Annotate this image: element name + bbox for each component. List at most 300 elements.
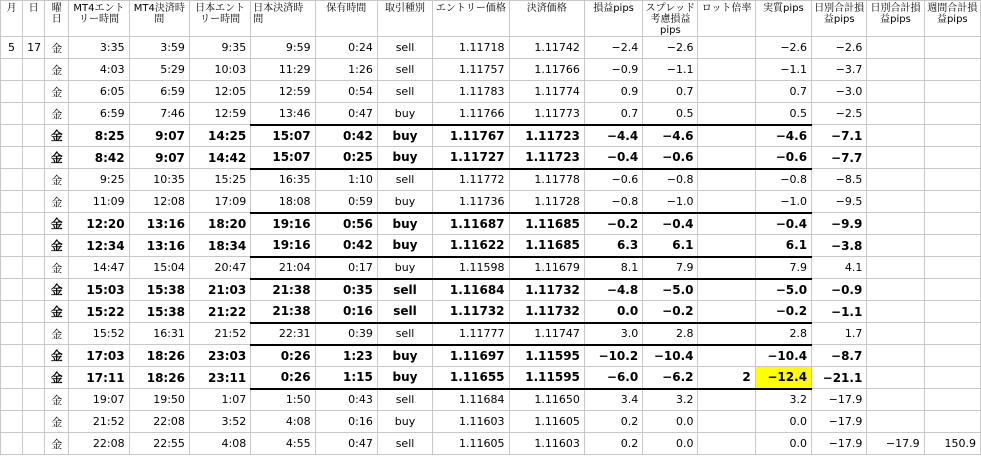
table-cell[interactable]: 150.9: [924, 433, 980, 455]
table-cell[interactable]: buy: [377, 125, 432, 147]
table-cell[interactable]: 0.5: [755, 103, 811, 125]
table-cell[interactable]: 1:07: [189, 389, 250, 411]
table-cell[interactable]: 3.2: [755, 389, 811, 411]
table-cell[interactable]: 9:25: [69, 169, 129, 191]
table-cell[interactable]: [23, 301, 45, 323]
table-cell[interactable]: [867, 235, 924, 257]
table-cell[interactable]: sell: [377, 301, 432, 323]
table-cell[interactable]: [924, 81, 980, 103]
table-cell[interactable]: 10:35: [129, 169, 189, 191]
table-cell[interactable]: [1, 367, 23, 389]
table-cell[interactable]: [698, 411, 755, 433]
col-header-entry-price[interactable]: エントリー価格: [433, 1, 509, 37]
table-cell[interactable]: 0.7: [755, 81, 811, 103]
table-cell[interactable]: −5.0: [755, 279, 811, 301]
table-cell[interactable]: 7:46: [129, 103, 189, 125]
table-cell[interactable]: buy: [377, 257, 432, 279]
table-cell[interactable]: [867, 323, 924, 345]
table-cell[interactable]: 1:26: [315, 59, 377, 81]
table-cell[interactable]: 0:16: [315, 411, 377, 433]
table-cell[interactable]: 1:23: [315, 345, 377, 367]
table-cell[interactable]: 1:15: [315, 367, 377, 389]
table-cell[interactable]: 23:03: [189, 345, 250, 367]
table-cell[interactable]: [924, 37, 980, 59]
table-cell[interactable]: −10.4: [643, 345, 698, 367]
table-cell[interactable]: [23, 125, 45, 147]
table-cell[interactable]: [867, 169, 924, 191]
table-cell[interactable]: 1.11603: [509, 433, 584, 455]
table-cell[interactable]: −21.1: [812, 367, 867, 389]
table-cell[interactable]: 0.0: [643, 433, 698, 455]
table-cell[interactable]: buy: [377, 191, 432, 213]
table-cell[interactable]: −4.6: [755, 125, 811, 147]
table-cell[interactable]: 金: [45, 235, 69, 257]
table-cell[interactable]: [23, 411, 45, 433]
table-cell[interactable]: [867, 301, 924, 323]
table-cell[interactable]: 9:07: [129, 147, 189, 169]
table-cell[interactable]: −0.6: [584, 169, 642, 191]
table-cell[interactable]: sell: [377, 81, 432, 103]
col-header-lot-multiplier[interactable]: ロット倍率: [698, 1, 755, 37]
table-cell[interactable]: −2.5: [812, 103, 867, 125]
table-cell[interactable]: 3:59: [129, 37, 189, 59]
table-cell[interactable]: [867, 191, 924, 213]
table-cell[interactable]: [1, 213, 23, 235]
table-cell[interactable]: 22:31: [251, 323, 315, 345]
table-cell[interactable]: 0:56: [315, 213, 377, 235]
table-cell[interactable]: 3.0: [584, 323, 642, 345]
table-cell[interactable]: [23, 367, 45, 389]
table-cell[interactable]: buy: [377, 213, 432, 235]
table-cell[interactable]: −12.4: [755, 367, 811, 389]
table-cell[interactable]: 1.11783: [433, 81, 509, 103]
table-cell[interactable]: 8.1: [584, 257, 642, 279]
table-cell[interactable]: 0.2: [584, 411, 642, 433]
table-cell[interactable]: 12:59: [189, 103, 250, 125]
table-cell[interactable]: [698, 257, 755, 279]
table-cell[interactable]: −1.0: [755, 191, 811, 213]
table-cell[interactable]: [867, 345, 924, 367]
table-cell[interactable]: 金: [45, 213, 69, 235]
table-cell[interactable]: 3.4: [584, 389, 642, 411]
table-cell[interactable]: [924, 323, 980, 345]
table-cell[interactable]: [924, 213, 980, 235]
table-cell[interactable]: 7.9: [643, 257, 698, 279]
table-cell[interactable]: 17:03: [69, 345, 129, 367]
col-header-weekly-total-pips[interactable]: 週間合計損益pips: [924, 1, 980, 37]
table-cell[interactable]: 6:59: [129, 81, 189, 103]
table-cell[interactable]: 15:38: [129, 301, 189, 323]
table-cell[interactable]: [698, 433, 755, 455]
col-header-trade-type[interactable]: 取引種別: [377, 1, 432, 37]
table-cell[interactable]: −4.4: [584, 125, 642, 147]
table-cell[interactable]: 17:09: [189, 191, 250, 213]
table-cell[interactable]: 4:03: [69, 59, 129, 81]
table-cell[interactable]: 0:47: [315, 103, 377, 125]
table-cell[interactable]: 1.11732: [509, 301, 584, 323]
table-cell[interactable]: −0.4: [584, 147, 642, 169]
table-cell[interactable]: −0.8: [643, 169, 698, 191]
table-cell[interactable]: [924, 257, 980, 279]
table-cell[interactable]: 6.1: [643, 235, 698, 257]
table-cell[interactable]: 18:26: [129, 345, 189, 367]
table-cell[interactable]: [924, 301, 980, 323]
table-cell[interactable]: 0.5: [643, 103, 698, 125]
table-cell[interactable]: [867, 103, 924, 125]
table-cell[interactable]: [1, 323, 23, 345]
table-cell[interactable]: 13:46: [251, 103, 315, 125]
table-cell[interactable]: 15:25: [189, 169, 250, 191]
table-cell[interactable]: −9.9: [812, 213, 867, 235]
table-cell[interactable]: 10:03: [189, 59, 250, 81]
table-cell[interactable]: 15:07: [251, 147, 315, 169]
table-cell[interactable]: 5: [1, 37, 23, 59]
table-cell[interactable]: 0:59: [315, 191, 377, 213]
table-cell[interactable]: 0.7: [643, 81, 698, 103]
table-cell[interactable]: 1.11777: [433, 323, 509, 345]
table-cell[interactable]: 金: [45, 367, 69, 389]
col-header-jp-entry-time[interactable]: 日本エントリー時間: [189, 1, 250, 37]
table-cell[interactable]: 0:16: [315, 301, 377, 323]
table-cell[interactable]: 11:09: [69, 191, 129, 213]
col-header-holding-time[interactable]: 保有時間: [315, 1, 377, 37]
table-cell[interactable]: 金: [45, 169, 69, 191]
table-cell[interactable]: −6.2: [643, 367, 698, 389]
table-cell[interactable]: 12:59: [251, 81, 315, 103]
table-cell[interactable]: 14:47: [69, 257, 129, 279]
col-header-exit-price[interactable]: 決済価格: [509, 1, 584, 37]
table-cell[interactable]: [924, 125, 980, 147]
table-cell[interactable]: −9.5: [812, 191, 867, 213]
table-cell[interactable]: 21:52: [189, 323, 250, 345]
table-cell[interactable]: [23, 81, 45, 103]
table-cell[interactable]: [698, 103, 755, 125]
table-cell[interactable]: −0.8: [755, 169, 811, 191]
table-cell[interactable]: [23, 103, 45, 125]
table-cell[interactable]: 0.0: [755, 411, 811, 433]
table-cell[interactable]: 1.11685: [509, 213, 584, 235]
table-cell[interactable]: buy: [377, 411, 432, 433]
table-cell[interactable]: 21:03: [189, 279, 250, 301]
table-cell[interactable]: [924, 103, 980, 125]
table-cell[interactable]: 0:47: [315, 433, 377, 455]
table-cell[interactable]: [1, 411, 23, 433]
table-cell[interactable]: 6.3: [584, 235, 642, 257]
table-cell[interactable]: [1, 81, 23, 103]
table-cell[interactable]: 1.11742: [509, 37, 584, 59]
table-cell[interactable]: 22:55: [129, 433, 189, 455]
table-cell[interactable]: 18:20: [189, 213, 250, 235]
table-cell[interactable]: 1.11598: [433, 257, 509, 279]
table-cell[interactable]: −0.2: [643, 301, 698, 323]
table-cell[interactable]: −0.4: [643, 213, 698, 235]
table-cell[interactable]: 12:34: [69, 235, 129, 257]
table-cell[interactable]: −2.6: [755, 37, 811, 59]
table-cell[interactable]: [698, 323, 755, 345]
table-cell[interactable]: 1.11773: [509, 103, 584, 125]
table-cell[interactable]: 11:29: [251, 59, 315, 81]
table-cell[interactable]: [1, 345, 23, 367]
table-cell[interactable]: 1.11778: [509, 169, 584, 191]
table-cell[interactable]: [924, 411, 980, 433]
col-header-weekday[interactable]: 曜日: [45, 1, 69, 37]
table-cell[interactable]: [23, 59, 45, 81]
table-cell[interactable]: [1, 169, 23, 191]
table-cell[interactable]: 16:31: [129, 323, 189, 345]
table-cell[interactable]: 1.11747: [509, 323, 584, 345]
table-cell[interactable]: [698, 147, 755, 169]
table-cell[interactable]: 1.11605: [509, 411, 584, 433]
col-header-spread-adjusted-pips[interactable]: スプレッド考慮損益pips: [643, 1, 698, 37]
table-cell[interactable]: 1.11603: [433, 411, 509, 433]
table-cell[interactable]: 0.9: [584, 81, 642, 103]
table-cell[interactable]: 4:55: [251, 433, 315, 455]
table-cell[interactable]: [698, 125, 755, 147]
table-cell[interactable]: [867, 411, 924, 433]
table-cell[interactable]: 3:52: [189, 411, 250, 433]
table-cell[interactable]: sell: [377, 59, 432, 81]
table-cell[interactable]: [23, 345, 45, 367]
table-cell[interactable]: 1.11595: [509, 367, 584, 389]
table-cell[interactable]: 17: [23, 37, 45, 59]
table-cell[interactable]: 1.11732: [509, 279, 584, 301]
table-cell[interactable]: 21:52: [69, 411, 129, 433]
table-cell[interactable]: [23, 257, 45, 279]
table-cell[interactable]: 0.2: [584, 433, 642, 455]
table-cell[interactable]: [1, 433, 23, 455]
table-cell[interactable]: 0:25: [315, 147, 377, 169]
table-cell[interactable]: 0:26: [251, 345, 315, 367]
table-cell[interactable]: [924, 147, 980, 169]
table-cell[interactable]: buy: [377, 147, 432, 169]
table-cell[interactable]: 金: [45, 411, 69, 433]
table-cell[interactable]: 12:05: [189, 81, 250, 103]
table-cell[interactable]: −8.5: [812, 169, 867, 191]
table-cell[interactable]: 19:07: [69, 389, 129, 411]
table-cell[interactable]: sell: [377, 323, 432, 345]
table-cell[interactable]: buy: [377, 367, 432, 389]
col-header-mt4-entry-time[interactable]: MT4エントリー時間: [69, 1, 129, 37]
table-cell[interactable]: 12:20: [69, 213, 129, 235]
table-cell[interactable]: 12:08: [129, 191, 189, 213]
table-cell[interactable]: [924, 235, 980, 257]
table-cell[interactable]: −0.9: [812, 279, 867, 301]
table-cell[interactable]: −1.0: [643, 191, 698, 213]
table-cell[interactable]: −1.1: [755, 59, 811, 81]
table-cell[interactable]: −4.8: [584, 279, 642, 301]
table-cell[interactable]: 9:59: [251, 37, 315, 59]
table-cell[interactable]: 0.0: [584, 301, 642, 323]
table-cell[interactable]: 0:42: [315, 125, 377, 147]
col-header-daily-cumulative-pips[interactable]: 日別合計損益pips: [812, 1, 867, 37]
table-cell[interactable]: 0.0: [755, 433, 811, 455]
table-cell[interactable]: 19:16: [251, 235, 315, 257]
table-cell[interactable]: 1.11622: [433, 235, 509, 257]
table-cell[interactable]: [867, 81, 924, 103]
col-header-pl-pips[interactable]: 損益pips: [584, 1, 642, 37]
table-cell[interactable]: [1, 279, 23, 301]
table-cell[interactable]: −0.4: [755, 213, 811, 235]
table-cell[interactable]: [924, 279, 980, 301]
table-cell[interactable]: 金: [45, 81, 69, 103]
table-cell[interactable]: 6:05: [69, 81, 129, 103]
table-cell[interactable]: −0.8: [584, 191, 642, 213]
table-cell[interactable]: −7.1: [812, 125, 867, 147]
table-cell[interactable]: sell: [377, 433, 432, 455]
table-cell[interactable]: [867, 213, 924, 235]
table-cell[interactable]: −5.0: [643, 279, 698, 301]
table-cell[interactable]: 金: [45, 301, 69, 323]
table-cell[interactable]: 2.8: [755, 323, 811, 345]
table-cell[interactable]: [23, 191, 45, 213]
table-cell[interactable]: 金: [45, 37, 69, 59]
table-cell[interactable]: [698, 169, 755, 191]
table-cell[interactable]: 0:17: [315, 257, 377, 279]
table-cell[interactable]: [924, 367, 980, 389]
table-cell[interactable]: 1:50: [251, 389, 315, 411]
table-cell[interactable]: −8.7: [812, 345, 867, 367]
table-cell[interactable]: 18:26: [129, 367, 189, 389]
table-cell[interactable]: 23:11: [189, 367, 250, 389]
table-cell[interactable]: sell: [377, 169, 432, 191]
table-cell[interactable]: 4:08: [189, 433, 250, 455]
table-cell[interactable]: 13:16: [129, 213, 189, 235]
col-header-month[interactable]: 月: [1, 1, 23, 37]
table-cell[interactable]: 1.11723: [509, 147, 584, 169]
col-header-jp-exit-time[interactable]: 日本決済時間: [251, 1, 315, 37]
table-cell[interactable]: [867, 367, 924, 389]
table-cell[interactable]: [698, 345, 755, 367]
table-cell[interactable]: −17.9: [812, 411, 867, 433]
table-cell[interactable]: 1.11684: [433, 279, 509, 301]
table-cell[interactable]: −0.6: [755, 147, 811, 169]
table-cell[interactable]: 17:11: [69, 367, 129, 389]
table-cell[interactable]: [1, 125, 23, 147]
table-cell[interactable]: 1.11757: [433, 59, 509, 81]
table-cell[interactable]: 22:08: [129, 411, 189, 433]
table-cell[interactable]: [698, 59, 755, 81]
table-cell[interactable]: 8:42: [69, 147, 129, 169]
table-cell[interactable]: [698, 279, 755, 301]
table-cell[interactable]: 金: [45, 389, 69, 411]
table-cell[interactable]: −3.8: [812, 235, 867, 257]
table-cell[interactable]: 0:26: [251, 367, 315, 389]
table-cell[interactable]: 1.11767: [433, 125, 509, 147]
table-cell[interactable]: −10.2: [584, 345, 642, 367]
table-cell[interactable]: [698, 213, 755, 235]
table-cell[interactable]: 0.7: [584, 103, 642, 125]
table-cell[interactable]: −1.1: [812, 301, 867, 323]
table-cell[interactable]: 2: [698, 367, 755, 389]
table-cell[interactable]: −10.4: [755, 345, 811, 367]
table-cell[interactable]: [23, 213, 45, 235]
table-cell[interactable]: 1.11766: [433, 103, 509, 125]
table-cell[interactable]: [867, 37, 924, 59]
table-cell[interactable]: [23, 279, 45, 301]
table-cell[interactable]: 1.11727: [433, 147, 509, 169]
table-cell[interactable]: 金: [45, 191, 69, 213]
table-cell[interactable]: 14:42: [189, 147, 250, 169]
table-cell[interactable]: 15:07: [251, 125, 315, 147]
table-cell[interactable]: [23, 433, 45, 455]
table-cell[interactable]: 1.11687: [433, 213, 509, 235]
table-cell[interactable]: [1, 103, 23, 125]
table-cell[interactable]: [23, 389, 45, 411]
table-cell[interactable]: −0.2: [755, 301, 811, 323]
table-cell[interactable]: 21:22: [189, 301, 250, 323]
table-cell[interactable]: 金: [45, 59, 69, 81]
table-cell[interactable]: 1.11728: [509, 191, 584, 213]
table-cell[interactable]: 1.11723: [509, 125, 584, 147]
table-cell[interactable]: 2.8: [643, 323, 698, 345]
table-cell[interactable]: −2.4: [584, 37, 642, 59]
table-cell[interactable]: 金: [45, 323, 69, 345]
table-cell[interactable]: 15:22: [69, 301, 129, 323]
table-cell[interactable]: 1.11697: [433, 345, 509, 367]
table-cell[interactable]: 4:08: [251, 411, 315, 433]
table-cell[interactable]: −3.0: [812, 81, 867, 103]
table-cell[interactable]: 0:24: [315, 37, 377, 59]
table-cell[interactable]: −2.6: [812, 37, 867, 59]
table-cell[interactable]: [924, 191, 980, 213]
table-cell[interactable]: 19:50: [129, 389, 189, 411]
table-cell[interactable]: [1, 191, 23, 213]
table-cell[interactable]: 金: [45, 433, 69, 455]
table-cell[interactable]: 15:03: [69, 279, 129, 301]
table-cell[interactable]: [1, 257, 23, 279]
table-cell[interactable]: [1, 235, 23, 257]
table-cell[interactable]: 18:08: [251, 191, 315, 213]
table-cell[interactable]: [867, 125, 924, 147]
col-header-mt4-exit-time[interactable]: MT4決済時間: [129, 1, 189, 37]
table-cell[interactable]: 1.11650: [509, 389, 584, 411]
table-cell[interactable]: [1, 301, 23, 323]
table-cell[interactable]: 1.11732: [433, 301, 509, 323]
table-cell[interactable]: 1.11595: [509, 345, 584, 367]
table-cell[interactable]: 0:35: [315, 279, 377, 301]
table-cell[interactable]: [867, 257, 924, 279]
table-cell[interactable]: 15:38: [129, 279, 189, 301]
table-cell[interactable]: 1.11679: [509, 257, 584, 279]
table-cell[interactable]: [924, 389, 980, 411]
table-cell[interactable]: 16:35: [251, 169, 315, 191]
table-cell[interactable]: 1.11718: [433, 37, 509, 59]
table-cell[interactable]: 0.0: [643, 411, 698, 433]
table-cell[interactable]: 1.7: [812, 323, 867, 345]
table-cell[interactable]: 9:07: [129, 125, 189, 147]
table-cell[interactable]: −3.7: [812, 59, 867, 81]
table-cell[interactable]: 15:52: [69, 323, 129, 345]
table-cell[interactable]: 金: [45, 103, 69, 125]
table-cell[interactable]: 5:29: [129, 59, 189, 81]
table-cell[interactable]: [698, 301, 755, 323]
table-cell[interactable]: −0.9: [584, 59, 642, 81]
table-cell[interactable]: [698, 235, 755, 257]
table-cell[interactable]: 金: [45, 125, 69, 147]
table-cell[interactable]: 21:38: [251, 301, 315, 323]
table-cell[interactable]: [698, 389, 755, 411]
table-cell[interactable]: buy: [377, 103, 432, 125]
table-cell[interactable]: 1.11605: [433, 433, 509, 455]
table-cell[interactable]: [867, 59, 924, 81]
table-cell[interactable]: 6.1: [755, 235, 811, 257]
table-cell[interactable]: 0:42: [315, 235, 377, 257]
table-cell[interactable]: 22:08: [69, 433, 129, 455]
table-cell[interactable]: [698, 191, 755, 213]
table-cell[interactable]: 21:04: [251, 257, 315, 279]
table-cell[interactable]: [23, 235, 45, 257]
table-cell[interactable]: 6:59: [69, 103, 129, 125]
